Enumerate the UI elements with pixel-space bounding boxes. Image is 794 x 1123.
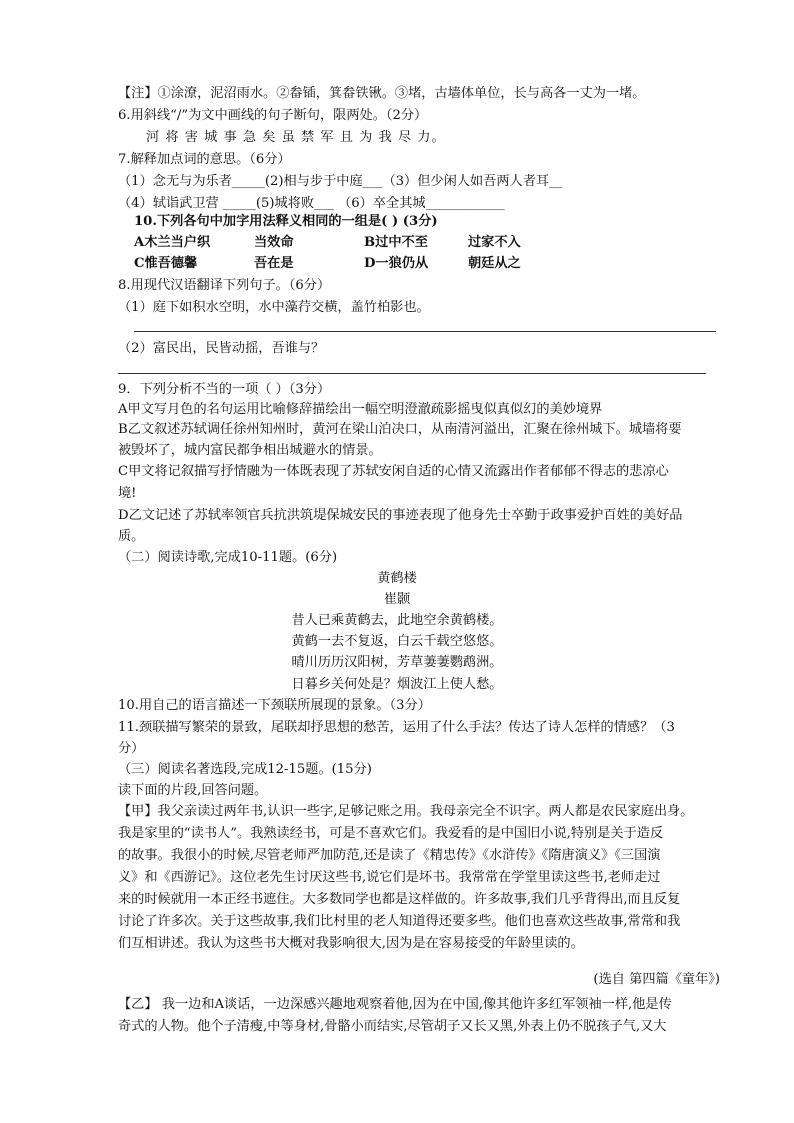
- q9-option-d-line1: D乙文记述了苏轼率领官兵抗洪筑堤保城安民的事迹表现了他身先士卒勤于政事爱护百姓的美好品: [118, 508, 683, 523]
- option-b-2: 过家不入: [468, 235, 521, 250]
- option-d-1: D一狼仍从: [364, 256, 429, 271]
- jia-paragraph-line: 的故事。我很小的时候,尽管老师严加防范,还是读了《精忠传》《水浒传》《隋唐演义》《三国演: [118, 848, 661, 863]
- q10-text: 10.用自己的语言描述一下颈联所展现的景象。（3分）: [118, 698, 431, 713]
- poem-line-2: 黄鹤一去不复返，白云千载空悠悠。: [291, 634, 503, 649]
- q6-sentence: 河 将 害 城 事 急 矣 虽 禁 军 且 为 我 尽 力。: [146, 130, 446, 145]
- q9-option-c-line1: C甲文将记叙描写抒情融为一体既表现了苏轼安闲自适的心情又流露出作者郁郁不得志的悲凉心: [118, 464, 669, 479]
- poem-line-1: 昔人已乘黄鹤去，此地空余黄鹤楼。: [291, 613, 503, 628]
- poem-line-3: 晴川历历汉阳树，芳草萋萋鹦鹉洲。: [291, 655, 503, 670]
- answer-line-2: [118, 373, 706, 374]
- answer-line-1: [134, 331, 716, 332]
- q7-stem: 7.解释加点词的意思。（6分）: [118, 152, 291, 167]
- q9-option-d-line2: 质。: [118, 529, 145, 544]
- poem-author: 崔颢: [383, 592, 411, 607]
- yi-paragraph-line: 【乙】 我一边和A谈话，一边深感兴趣地观察着他,因为在中国,像其他许多红军领袖一样,他是传: [118, 997, 672, 1012]
- note-text: 【注】①涂潦，泥沼雨水。②畚锸，箕畚铁锹。③堵，古墙体单位，长与高各一丈为一堵。: [118, 86, 646, 101]
- q8-stem: 8.用现代汉语翻译下列句子。（6分）: [118, 278, 331, 293]
- q9-option-c-line2: 境!: [118, 486, 137, 501]
- option-b-1: B过中不至: [364, 235, 428, 250]
- jia-paragraph-line: 义》和《西游记》。这位老先生讨厌这些书,说它们是坏书。我常常在学堂里读这些书,老师走过: [118, 870, 661, 885]
- jia-paragraph-line: 们互相讲述。我认为这些书大概对我影响很大,因为是在容易接受的年龄里读的。: [118, 936, 584, 951]
- section2-heading: （二）阅读诗歌,完成10-11题。(6分): [118, 550, 338, 565]
- source-citation: (选自 第四篇《童年》): [593, 972, 720, 987]
- option-a-1: A木兰当户织: [134, 235, 211, 250]
- yi-paragraph-line: 奇式的人物。他个子清瘦,中等身材,骨骼小而结实,尽管胡子又长又黑,外表上仍不脱孩子气,又大: [118, 1019, 667, 1034]
- poem-line-4: 日暮乡关何处是？烟波江上使人愁。: [291, 677, 503, 692]
- q11-line2: 分）: [118, 741, 145, 756]
- q7-row1: （1）念无与为乐者_____(2)相与步于中庭___（3）但少闲人如吾两人者耳__: [118, 174, 563, 189]
- option-a-2: 当效命: [254, 235, 294, 250]
- section3-heading: （三）阅读名著选段,完成12-15题。(15分): [118, 762, 372, 777]
- q11-line1: 11.颈联描写繁荣的景致，尾联却抒思想的愁苦，运用了什么手法？传达了诗人怎样的情感？（3: [118, 720, 675, 735]
- q8-sentence-2: （2）富民出，民皆动摇，吾谁与？: [118, 341, 325, 356]
- jia-paragraph-line: 讨论了许多次。关于这些故事,我们比村里的老人知道得还要多些。他们也喜欢这些故事,常常和我: [118, 914, 681, 929]
- q10a-stem: 10.下列各句中加字用法释义相同的一组是( ) (3分): [134, 214, 438, 229]
- jia-paragraph-line: 我是家里的“读书人”。我熟读经书，可是不喜欢它们。我爱看的是中国旧小说,特别是关于造反: [118, 826, 664, 841]
- jia-paragraph-line: 【甲】我父亲读过两年书,认识一些字,足够记账之用。我母亲完全不识字。两人都是农民家庭出身。: [118, 804, 694, 819]
- q7-row2: （4）轼诣武卫营 _____(5)城将败___ （6）卒全其城____________: [118, 196, 505, 211]
- q9-option-b-line2: 被毁坏了，城内富民都争相出城避水的情景。: [118, 443, 382, 458]
- jia-paragraph-line: 来的时候就用一本正经书遮住。大多数同学也都是这样做的。许多故事,我们几乎背得出,而且反复: [118, 892, 681, 907]
- option-c-1: C惟吾德馨: [134, 256, 198, 271]
- option-d-2: 朝廷从之: [468, 256, 521, 271]
- option-c-2: 吾在是: [254, 256, 294, 271]
- q9-option-b-line1: B乙文叙述苏轼调任徐州知州时，黄河在梁山泊决口，从南清河溢出，汇聚在徐州城下。城墙将要: [118, 422, 682, 437]
- q8-sentence-1: （1）庭下如积水空明，水中藻荇交横，盖竹柏影也。: [118, 300, 430, 315]
- poem-title: 黄鹤楼: [377, 571, 417, 586]
- q9-option-a: A甲文写月色的名句运用比喻修辞描绘出一幅空明澄澈疏影摇曳似真似幻的美妙境界: [118, 402, 603, 417]
- q6-stem: 6.用斜线“/”为文中画线的句子断句，限两处。（2分）: [118, 108, 428, 123]
- q9-stem: 9．下列分析不当的一项（ ）（3分）: [118, 382, 331, 397]
- section3-instruction: 读下面的片段,回答问题。: [118, 783, 268, 798]
